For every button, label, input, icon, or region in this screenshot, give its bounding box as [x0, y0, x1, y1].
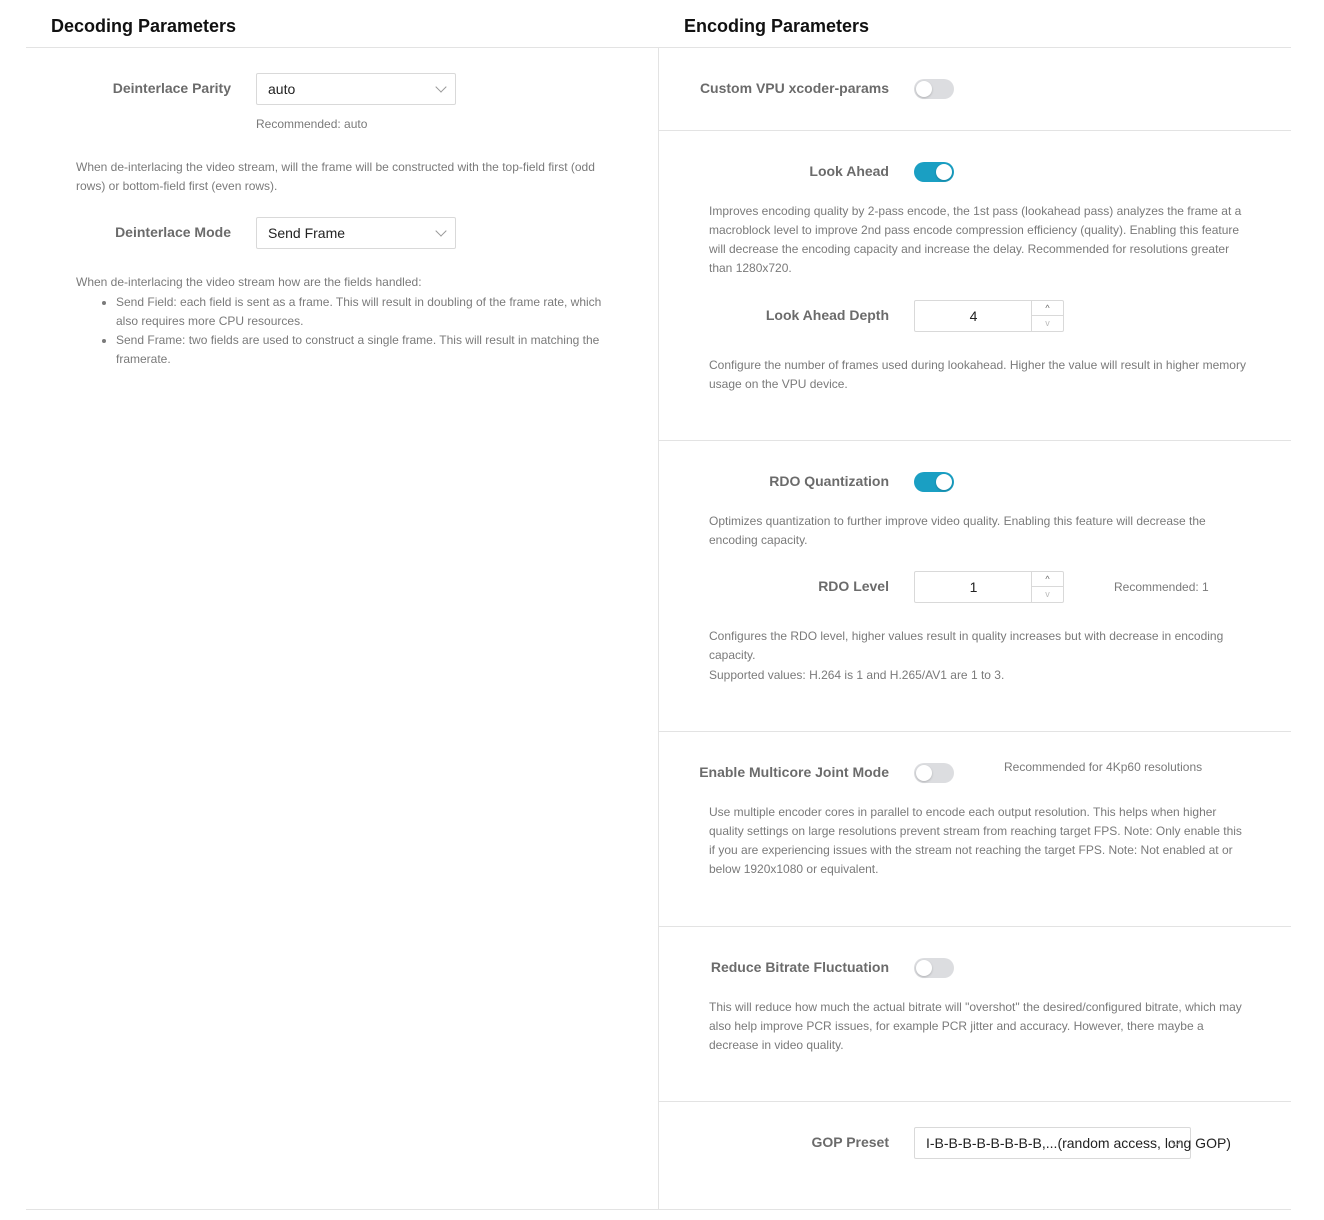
rdo-level-recommended: Recommended: 1	[1114, 580, 1209, 594]
chevron-down-icon	[435, 81, 446, 92]
deinterlace-mode-bullets	[76, 293, 606, 369]
deinterlace-mode-value: Send Frame	[268, 225, 346, 241]
look-ahead-depth-description: Configure the number of frames used during lookahead. Higher the value will result in higher memory usage on the VPU device.	[709, 358, 1246, 391]
rdo-quantization-description: Optimizes quantization to further improve video quality. Enabling this feature will decrease the encoding capacity.	[709, 514, 1206, 547]
multicore-description: Use multiple encoder cores in parallel to encode each output resolution. This helps when higher quality settings on large resolutions prevent stream from reaching target FPS. Note: Only enable this if you are experiencing issues with the stream not reaching the target FPS. Note: Not enabled at or below 1920x1080 or equivalent.	[709, 805, 1242, 876]
gop-preset-select[interactable]	[914, 1127, 1231, 1159]
rdo-level-supported: Supported values: H.264 is 1 and H.265/AV1 are 1 to 3.	[709, 668, 1005, 682]
deinterlace-mode-label: Deinterlace Mode	[115, 224, 231, 240]
chevron-down-icon	[435, 225, 446, 236]
section-divider	[659, 926, 1291, 927]
section-divider	[659, 130, 1291, 131]
stepper-arrows	[1031, 301, 1063, 331]
look-ahead-depth-stepper[interactable]	[914, 300, 1064, 332]
toggle-knob	[916, 81, 932, 97]
rdo-quantization-label: RDO Quantization	[769, 473, 889, 489]
deinterlace-parity-recommended: Recommended: auto	[256, 117, 368, 131]
custom-vpu-toggle[interactable]	[914, 79, 954, 99]
section-divider	[659, 731, 1291, 732]
list-item: • Send Frame: two fields are used to construct a single frame. This will result in matching the framerate.	[116, 331, 606, 369]
multicore-toggle[interactable]	[914, 763, 954, 783]
reduce-bitrate-description: This will reduce how much the actual bitrate will "overshot" the desired/configured bitrate, which may also help improve PCR issues, for example PCR jitter and accuracy. However, there maybe a decrease in video quality.	[709, 1000, 1242, 1052]
toggle-knob	[936, 474, 952, 490]
rdo-level-label: RDO Level	[818, 578, 889, 594]
footer-divider	[26, 1209, 1291, 1210]
list-item: • Send Field: each field is sent as a frame. This will result in doubling of the frame rate, which also requires more CPU resources.	[116, 293, 606, 331]
increment-button[interactable]: ^	[1032, 572, 1063, 587]
gop-preset-label: GOP Preset	[811, 1134, 889, 1150]
decrement-button[interactable]: v	[1045, 589, 1050, 599]
toggle-knob	[936, 164, 952, 180]
decoding-parameters-title: Decoding Parameters	[51, 16, 237, 36]
column-divider	[658, 47, 659, 1209]
look-ahead-toggle[interactable]	[914, 162, 954, 182]
stepper-arrows	[1031, 572, 1063, 602]
multicore-recommended: Recommended for 4Kp60 resolutions	[1004, 760, 1203, 774]
deinterlace-mode-description: When de-interlacing the video stream how are the fields handled:	[76, 275, 422, 289]
deinterlace-mode-select[interactable]	[256, 217, 456, 249]
look-ahead-description: Improves encoding quality by 2-pass encode, the 1st pass (lookahead pass) analyzes the frame at a macroblock level to improve 2nd pass encode compression efficiency (quality). Enabling this feature will decrease the encoding capacity and increase the delay. Recommended for resolutions greater than 1280x720.	[709, 204, 1242, 275]
rdo-level-stepper[interactable]	[914, 571, 1064, 603]
rdo-quantization-toggle[interactable]	[914, 472, 954, 492]
toggle-knob	[916, 765, 932, 781]
deinterlace-parity-description: When de-interlacing the video stream, will the frame will be constructed with the top-field first (odd rows) or bottom-field first (even rows).	[76, 160, 595, 193]
reduce-bitrate-label: Reduce Bitrate Fluctuation	[710, 959, 889, 975]
increment-button[interactable]: ^	[1032, 301, 1063, 316]
multicore-label: Enable Multicore Joint Mode	[699, 764, 889, 780]
encoding-parameters-title: Encoding Parameters	[684, 16, 870, 36]
deinterlace-parity-select[interactable]	[256, 73, 456, 105]
toggle-knob	[916, 960, 932, 976]
deinterlace-parity-label: Deinterlace Parity	[112, 80, 231, 96]
decrement-button[interactable]: v	[1045, 318, 1050, 328]
look-ahead-label: Look Ahead	[809, 163, 889, 179]
look-ahead-depth-input[interactable]	[915, 301, 1032, 331]
custom-vpu-label: Custom VPU xcoder-params	[699, 80, 889, 96]
section-divider	[659, 1101, 1291, 1102]
look-ahead-depth-label: Look Ahead Depth	[765, 307, 889, 323]
deinterlace-parity-value: auto	[268, 81, 296, 97]
reduce-bitrate-toggle[interactable]	[914, 958, 954, 978]
gop-preset-value: I-B-B-B-B-B-B-B-B,...(random access, long GOP)	[926, 1135, 1231, 1151]
section-divider	[659, 440, 1291, 441]
rdo-level-description: Configures the RDO level, higher values result in quality increases but with decrease in encoding capacity.	[709, 629, 1224, 662]
rdo-level-input[interactable]	[915, 572, 1032, 602]
